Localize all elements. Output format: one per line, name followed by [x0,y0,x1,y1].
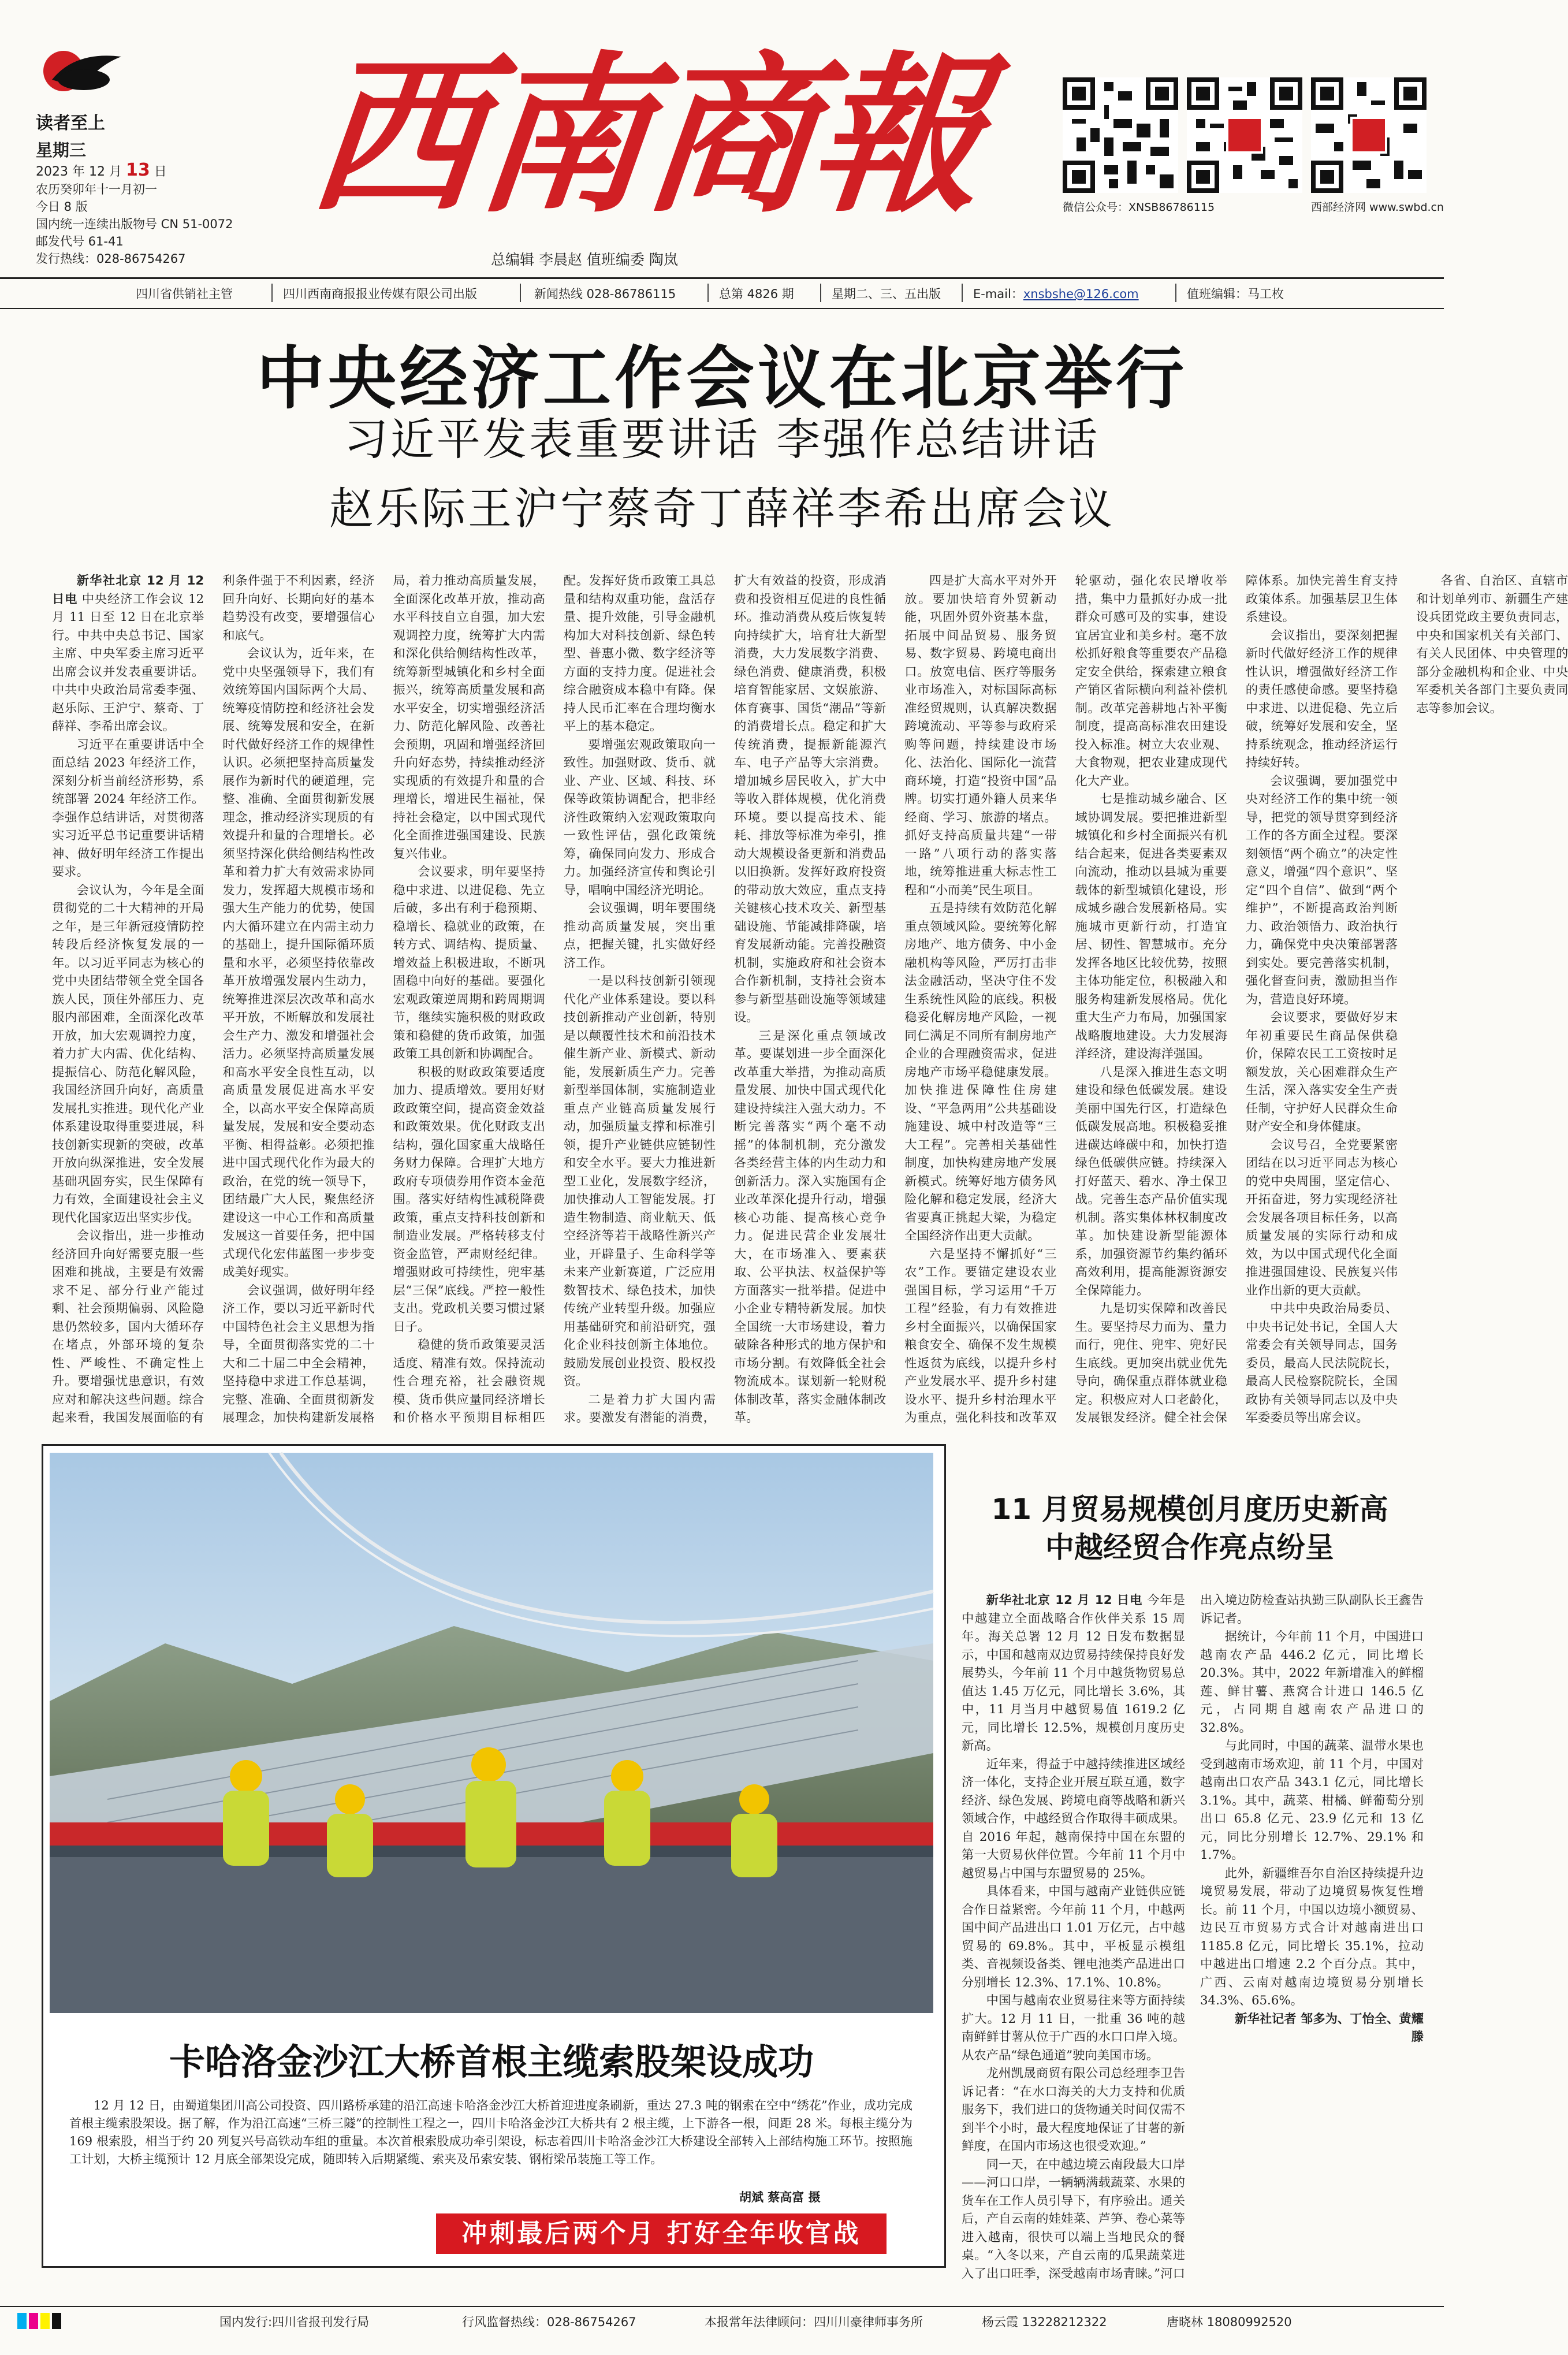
lead-paragraph: 五是持续有效防范化解重点领域风险。要统筹化解房地产、地方债务、中小金融机构等风险，严厉打击非法金融活动，坚决守住不发生系统性风险的底线。积极稳妥化解房地产风险，一视同仁满足不同所有制房地产企业的合理融资需求，促进房地产市场平稳健康发展。加快推进保障性住房建设、“平急两用”公共基础设施建设、城中村改造等“三大工程”。完善相关基础性制度，加快构建房地产发展新模式。统筹好地方债务风险化解和稳定发展，经济大省要真正挑起大梁，为稳定全国经济作出更大贡献。 [904,901,1057,1243]
trade-paragraph: 据统计，今年前 11 个月，中国进口越南农产品 446.2 亿元，同比增长 20.3%。其中，2022 年新增准入的鲜榴莲、鲜甘薯、燕窝合计进口 146.5 亿元，占同期自越南农产品进口的 32.8%。 [1200,1629,1424,1735]
cn-number: 国内统一连续出版物号 CN 51-0072 [36,217,233,231]
editors-line: 总编辑 李晨赵 值班编委 陶岚 [491,251,678,268]
bridge-headline: 卡哈洛金沙江大桥首根主缆索股架设成功 [169,2041,814,2083]
issue-number: 总第 4826 期 [719,287,794,301]
issue-info [36,139,278,267]
wechat-caption: 微信公众号：XNSB86786115 [1063,201,1215,214]
trade-paragraph: 具体看来，中国与越南产业链供应链合作日益紧密。今年前 11 个月，中越两国中间产品进出口 1.01 万亿元，占中越贸易的 69.8%。其中，平板显示模组类、音视频设备类、锂电池类产品进出口分别增长 12.3%、17.1%、10.8%。 [962,1884,1185,1990]
dateline: 新华社北京 12 月 12 日电 [52,574,204,607]
lead-paragraph: 四是扩大高水平对外开放。要加快培育外贸新动能，巩固外贸外资基本盘，拓展中间品贸易、服务贸易、数字贸易、跨境电商出口。放宽电信、医疗等服务业市场准入，对标国际高标准经贸规则，认真解决数据跨境流动、平等参与政府采购等问题，持续建设市场化、法治化、国际化一流营商环境，打造“投资中国”品牌。切实打通外籍人员来华经商、学习、旅游的堵点。抓好支持高质量共建“一带一路”八项行动的落实落地，统筹推进重大标志性工程和“小而美”民生项目。 [904,574,1057,898]
trade-paragraph: 此外，新疆维吾尔自治区持续提升边境贸易发展，带动了边境贸易恢复性增长。前 11 个月，中国以边境小额贸易、边民互市贸易方式合计对越南进出口 1185.8 亿元，同比增长 35.1%，拉动中越进出口增速 2.2 个百分点。其中，广西、云南对越南边境贸易分别增长 34.3%、65.6%。 [1200,1866,1424,2008]
bridge-caption: 12 月 12 日，由蜀道集团川高公司投资、四川路桥承建的沿江高速卡哈洛金沙江大桥首迎进度条刷新，重达 27.3 吨的钢索在空中“绣花”作业，成功完成首根主缆索股架设。据了解，作为沿江高速“三桥三隧”的控制性工程之一，四川卡哈洛金沙江大桥共有 2 根主缆，上下游各一根，间距 28 米。每根主缆分为 169 根索股，相当于约 20 列复兴号高铁动车组的重量。本次首根索股成功牵引架设，标志着四川卡哈洛金沙江大桥建设全部转入上部结构施工环节。按照施工计划，大桥主缆预计 12 月底全部架设完成，随即转入后期紧缆、索夹及吊索安装、钢桁梁吊装施工等工作。 [69,2099,913,2166]
email: E-mail：xnsbshe@126.com [973,287,1139,301]
lead-subhead-2: 赵乐际王沪宁蔡奇丁薛祥李希出席会议 [329,483,1115,534]
website-qr-code[interactable] [1311,77,1427,193]
post-code: 邮发代号 61-41 [36,235,124,248]
lead-article [52,572,1568,1438]
lead-paragraph: 积极的财政政策要适度加力、提质增效。要用好财政政策空间，提高资金效益和政策效果。优化财政支出结构，强化国家重大战略任务财力保障。合理扩大地方政府专项债券用作资本金范围。落实好结构性减税降费政策，重点支持科技创新和制造业发展。严格转移支付资金监管，严肃财经纪律。增强财政可持续性，兜牢基层“三保”底线。严控一般性支出。党政机关要习惯过紧日子。 [393,1065,545,1334]
trade-paragraph: 与此同时，中国的蔬菜、温带水果也受到越南市场欢迎，前 11 个月，中国对越南出口农产品 343.1 亿元，同比增长 3.1%。其中，蔬菜、柑橘、鲜葡萄分别出口 65.8 亿元、23.9 亿元和 13 亿元，同比分别增长 12.7%、29.1% 和 1.7%。 [1200,1739,1424,1862]
lead-paragraph: 会议号召，全党要紧密团结在以习近平同志为核心的党中央周围，坚定信心、开拓奋进，努力实现经济社会发展各项目标任务，以高质量发展的实际行动和成效，为以中国式现代化全面推进强国建设、民族复兴伟业作出新的更大贡献。 [1245,1137,1398,1298]
lead-headline: 中央经济工作会议在北京举行 [256,338,1187,418]
legal-counsel: 本报常年法律顾问：四川川豪律师事务所 [705,2315,923,2329]
lawyer-1: 杨云霞 13228212322 [982,2315,1107,2329]
trade-headline-1: 11 月贸易规模创月度历史新高 [991,1493,1388,1526]
lead-paragraph: 要增强宏观政策取向一致性。加强财政、货币、就业、产业、区域、科技、环保等政策协调配合，把非经济性政策纳入宏观政策取向一致性评估，强化政策统筹，确保同向发力、形成合力。加强经济宣传和舆论引导，唱响中国经济光明论。 [563,737,716,898]
lead-paragraph: 习近平在重要讲话中全面总结 2023 年经济工作，深刻分析当前经济形势，系统部署 2024 年经济工作。李强作总结讲话，对贯彻落实习近平总书记重要讲话精神、做好明年经济工作提出要求。 [52,737,204,879]
footer-bar [0,2306,1444,2335]
lead-paragraph: 二是着力扩大国内需求。要激发有潜能的消费，扩大有效益的投资，形成消费和投资相互促进的良性循环。推动消费从疫后恢复转向持续扩大，培育壮大新型消费，大力发展数字消费、绿色消费、健康消费，积极培育智能家居、文娱旅游、体育赛事、国货“潮品”等新的消费增长点。稳定和扩大传统消费，提振新能源汽车、电子产品等大宗消费。增加城乡居民收入，扩大中等收入群体规模，优化消费环境。要以提高技术、能耗、排放等标准为牵引，推动大规模设备更新和消费品以旧换新。发挥好政府投资的带动放大效应，重点支持关键核心技术攻关、新型基础设施、节能减排降碳，培育发展新动能。完善投融资机制，实施政府和社会资本合作新机制，支持社会资本参与新型基础设施等领域建设。 [563,574,887,1425]
distribution-hotline: 发行热线：028-86754267 [36,252,186,266]
lead-paragraph: 八是深入推进生态文明建设和绿色低碳发展。建设美丽中国先行区，打造绿色低碳发展高地。积极稳妥推进碳达峰碳中和，加快打造绿色低碳供应链。持续深入打好蓝天、碧水、净土保卫战。完善生态产品价值实现机制。落实集体林权制度改革。加快建设新型能源体系，加强资源节约集约循环高效利用，提高能源资源安全保障能力。 [1075,1065,1227,1298]
trade-dateline: 新华社北京 12 月 12 日电 [986,1593,1143,1608]
trade-headline [959,1490,1421,1567]
lead-paragraph: 新华社北京 12 月 12 日电 中央经济工作会议 12 月 11 日至 12 日在北京举行。中共中央总书记、国家主席、中央军委主席习近平出席会议并发表重要讲话。中共中央政治局常委李强、赵乐际、王沪宁、蔡奇、丁薛祥、李希出席会议。 [52,574,204,734]
news-hotline: 新闻热线 028-86786115 [534,287,676,301]
trade-headline-2: 中越经贸合作亮点纷呈 [1045,1531,1334,1564]
lead-paragraph: 三是深化重点领域改革。要谋划进一步全面深化改革重大举措，为推动高质量发展、加快中国式现代化建设持续注入强大动力。不断完善落实“两个毫不动摇”的体制机制，充分激发各类经营主体的内生动力和创新活力。深入实施国有企业改革深化提升行动，增强核心功能、提高核心竞争力。促进民营企业发展壮大，在市场准入、要素获取、公平执法、权益保护等方面落实一批举措。促进中小企业专精特新发展。加快全国统一大市场建设，着力破除各种形式的地方保护和市场分割。有效降低全社会物流成本。谋划新一轮财税体制改革，落实金融体制改革。 [734,1028,887,1425]
reader-first-logo [40,39,127,103]
trade-paragraph: 中国与越南农业贸易往来等方面持续扩大。12 月 11 日，一批重 36 吨的越南鲜鲜甘薯从位于广西的水口口岸入境。从农产品“绿色通道”驶向美国市场。 [962,1993,1185,2063]
supervision-hotline: 行风监督热线：028-86754267 [462,2315,636,2329]
trade-paragraph: 龙州凯晟商贸有限公司总经理李卫告诉记者：“在水口海关的大力支持和优质服务下，我们进口的货物通关时间仅需不到半个小时，最大程度地保证了甘薯的新鲜度，在国内市场这也很受欢迎。” [962,2066,1185,2153]
page-count: 今日 8 版 [36,200,88,214]
lawyer-2: 唐晓林 18080992520 [1167,2315,1292,2329]
trade-article [962,1591,1424,2285]
newspaper-title: 西南商報 [301,35,990,236]
lead-paragraph: 会议指出，进一步推动经济回升向好需要克服一些困难和挑战，主要是有效需求不足、部分行业产能过剩、社会预期偏弱、风险隐患仍然较多，国内大循环存在堵点，外部环境的复杂性、严峻性、不确定性上升。要增强忧患意识，有效应对和解决这些问题。综合起来看，我国发展面临的有利条件强于不利因素，经济回升向好、长期向好的基本趋势没有改变，要增强信心和底气。 [52,574,375,1425]
lead-paragraph: 七是推动城乡融合、区域协调发展。要把推进新型城镇化和乡村全面振兴有机结合起来，促进各类要素双向流动，推动以县城为重要载体的新型城镇化建设，形成城乡融合发展新格局。实施城市更新行动，打造宜居、韧性、智慧城市。充分发挥各地区比较优势，按照主体功能定位，积极融入和服务构建新发展格局。优化重大生产力布局，加强国家战略腹地建设。大力发展海洋经济，建设海洋强国。 [1075,792,1227,1061]
distributor: 国内发行:四川省报刊发行局 [219,2315,370,2329]
trade-paragraph: 新华社北京 12 月 12 日电 今年是中越建立全面战略合作伙伴关系 15 周年。海关总署 12 月 12 日发布数据显示，中国和越南双边贸易持续保持良好发展势头，今年前 11 个月中越货物贸易总值达 1.45 万亿元，同比增长 3.6%，其中，11 月当月中越贸易值 1619.2 亿元，同比增长 12.5%，规模创月度历史新高。 [962,1593,1185,1753]
lead-paragraph: 会议要求，明年要坚持稳中求进、以进促稳、先立后破，多出有利于稳预期、稳增长、稳就业的政策，在转方式、调结构、提质量、增效益上积极进取，不断巩固稳中向好的基础。要强化宏观政策逆周期和跨周期调节，继续实施积极的财政政策和稳健的货币政策，加强政策工具创新和协调配合。 [393,865,545,1061]
lunar-date: 农历癸卯年十一月初一 [36,183,157,196]
email-link[interactable]: xnsbshe@126.com [1023,287,1139,301]
trade-reporter: 新华社记者 邹多为、丁怡全、黄耀滕 [1235,2011,1424,2044]
lead-paragraph: 会议认为，今年是全面贯彻党的二十大精神的开局之年，是三年新冠疫情防控转段后经济恢复发展的一年。以习近平同志为核心的党中央团结带领全党全国各族人民，顶住外部压力、克服内部困难，全面深化改革开放，加大宏观调控力度，着力扩大内需、优化结构、提振信心、防范化解风险，我国经济回升向好，高质量发展扎实推进。现代化产业体系建设取得重要进展，科技创新实现新的突破，改革开放向纵深推进，安全发展基础巩固夯实，民生保障有力有效，全面建设社会主义现代化国家迈出坚实步伐。 [52,883,204,1225]
lead-paragraph: 会议强调，做好明年经济工作，要以习近平新时代中国特色社会主义思想为指导，全面贯彻落实党的二十大和二十届二中全会精神，坚持稳中求进工作总基调，完整、准确、全面贯彻新发展理念，加快构建新发展格局，着力推动高质量发展，全面深化改革开放，推动高水平科技自立自强，加大宏观调控力度，统筹扩大内需和深化供给侧结构性改革，统筹新型城镇化和乡村全面振兴，统筹高质量发展和高水平安全，切实增强经济活力、防范化解风险、改善社会预期，巩固和增强经济回升向好态势，持续推动经济实现质的有效提升和量的合理增长，增进民生福祉，保持社会稳定，以中国式现代化全面推进强国建设、民族复兴伟业。 [222,574,545,1425]
brand-slogan: 读者至上 [36,113,105,133]
sponsor: 四川省供销社主管 [136,287,233,301]
lead-paragraph: 会议强调，明年要围绕推动高质量发展，突出重点，把握关键，扎实做好经济工作。 [563,901,716,970]
lead-paragraph: 会议强调，要加强党中央对经济工作的集中统一领导，把党的领导贯穿到经济工作的各方面全过程。要深刻领悟“两个确立”的决定性意义，增强“四个意识”、坚定“四个自信”、做到“两个维护”，不断提高政治判断力、政治领悟力、政治执行力，确保党中央决策部署落到实处。要完善落实机制，强化督查问责，激励担当作为，营造良好环境。 [1245,773,1398,1007]
trade-paragraph: 同一天，在中越边境云南段最大口岸——河口口岸，一辆辆满载蔬菜、水果的货车在工作人员引导下，有序验出。通关后，产自云南的娃娃菜、芦笋、卷心菜等进入越南，很快可以端上当地民众的餐桌。“入冬以来，产自云南的瓜果蔬菜进入了出口旺季，深受越南市场青睐。”河口出入境边防检查站执勤三队副队长王鑫告诉记者。 [962,1593,1424,2281]
wechat-qr-code-2[interactable] [1187,77,1302,193]
lead-subhead-1: 习近平发表重要讲话 李强作总结讲话 [344,414,1100,465]
lead-paragraph: 六是坚持不懈抓好“三农”工作。要锚定建设农业强国目标，学习运用“千万工程”经验，有力有效推进乡村全面振兴，以确保国家粮食安全、确保不发生规模性返贫为底线，以提升乡村产业发展水平、提升乡村建设水平、提升乡村治理水平为重点，强化科技和改革双轮驱动，强化农民增收举措，集中力量抓好办成一批群众可感可及的实事，建设宜居宜业和美乡村。毫不放松抓好粮食等重要农产品稳定安全供给，探索建立粮食产销区省际横向利益补偿机制。改革完善耕地占补平衡制度，提高高标准农田建设投入标准。树立大农业观、大食物观，把农业建成现代化大产业。 [904,574,1227,1425]
lead-paragraph: 会议认为，近年来，在党中央坚强领导下，我们有效统筹国内国际两个大局、统筹疫情防控和经济社会发展、统筹发展和安全，在新时代做好经济工作的规律性认识。必须把坚持高质量发展作为新时代的硬道理，完整、准确、全面贯彻新发展理念，推动经济实现质的有效提升和量的合理增长。必须坚持深化供给侧结构性改革和着力扩大有效需求协同发力，发挥超大规模市场和强大生产能力的优势，使国内大循环建立在内需主动力的基础上，提升国际循环质量和水平，必须坚持依靠改革开放增强发展内生动力，统筹推进深层次改革和高水平开放，不断解放和发展社会生产力、激发和增强社会活力。必须坚持高质量发展和高水平安全良性互动，以高质量发展促进高水平安全，以高水平安全保障高质量发展，发展和安全要动态平衡、相得益彰。必须把推进中国式现代化作为最大的政治，在党的统一领导下，团结最广大人民，聚焦经济建设这一中心工作和高质量发展这一首要任务，把中国式现代化宏伟蓝图一步步变成美好现实。 [222,646,375,1279]
weekday: 星期三 [36,140,87,160]
publisher: 四川西南商报报业传媒有限公司出版 [283,287,477,301]
lead-paragraph: 会议指出，要深刻把握新时代做好经济工作的规律性认识，增强做好经济工作的责任感使命感。要坚持稳中求进、以进促稳、先立后破，统筹好发展和安全，坚持系统观念，推动经济运行持续好转。 [1245,628,1398,770]
qr-codes [1063,77,1444,262]
lead-paragraph: 各省、自治区、直辖市和计划单列市、新疆生产建设兵团党政主要负责同志，中央和国家机关有关部门、有关人民团体、中央管理的部分金融机构和企业、中央军委机关各部门主要负责同志等参加会议。 [1416,574,1568,716]
publishing-days: 星期二、三、五出版 [832,287,941,301]
photo-credit: 胡斌 蔡高富 摄 [739,2190,821,2204]
publication-bar [0,277,1444,309]
lead-paragraph: 会议要求，要做好岁末年初重要民生商品保供稳价，保障农民工工资按时足额发放，关心困难群众生产生活，深入落实安全生产责任制，守护好人民群众生命财产安全和身体健康。 [1245,1010,1398,1134]
lead-paragraph: 中共中央政治局委员、中央书记处书记，全国人大常委会有关领导同志，国务委员，最高人民法院院长，最高人民检察院院长，全国政协有关领导同志以及中央军委委员等出席会议。 [1245,1301,1398,1425]
wechat-qr-code[interactable] [1063,77,1178,193]
trade-paragraph: 近年来，得益于中越持续推进区域经济一体化，支持企业开展互联互通，数字经济、绿色发展、跨境电商等战略和新兴领域合作，中越经贸合作取得丰硕成果。自 2016 年起，越南保持中国在东盟的第一大贸易伙伴位置。今年前 11 个月中越贸易占中国与东盟贸易的 25%。 [962,1757,1185,1881]
website-caption: 西部经济网 www.swbd.cn [1311,201,1444,214]
lead-paragraph: 九是切实保障和改善民生。要坚持尽力而为、量力而行，兜住、兜牢、兜好民生底线。更加突出就业优先导向，确保重点群体就业稳定。积极应对人口老龄化，发展银发经济。健全社会保障体系。加快完善生育支持政策体系。加强基层卫生体系建设。 [1075,574,1398,1425]
lead-paragraph: 一是以科技创新引领现代化产业体系建设。要以科技创新推动产业创新，特别是以颠覆性技术和前沿技术催生新产业、新模式、新动能，发展新质生产力。完善新型举国体制，实施制造业重点产业链高质量发展行动，加强质量支撑和标准引领，提升产业链供应链韧性和安全水平。要大力推进新型工业化，发展数字经济，加快推动人工智能发展。打造生物制造、商业航天、低空经济等若干战略性新兴产业，开辟量子、生命科学等未来产业新赛道，广泛应用数智技术、绿色技术，加快传统产业转型升级。加强应用基础研究和前沿研究，强化企业科技创新主体地位。鼓励发展创业投资、股权投资。 [563,974,716,1389]
campaign-banner: 冲刺最后两个月 打好全年收官战 [436,2213,887,2254]
bridge-construction-photo [50,1453,933,2013]
duty-editor: 值班编辑：马工枚 [1187,287,1284,301]
issue-date: 2023 年 12 月 13 日 [36,160,167,180]
lead-paragraph: 稳健的货币政策要灵活适度、精准有效。保持流动性合理充裕，社会融资规模、货币供应量同经济增长和价格水平预期目标相匹配。发挥好货币政策工具总量和结构双重功能，盘活存量、提升效能，引导金融机构加大对科技创新、绿色转型、普惠小微、数字经济等方面的支持力度。促进社会综合融资成本稳中有降。保持人民币汇率在合理均衡水平上的基本稳定。 [393,574,716,1425]
